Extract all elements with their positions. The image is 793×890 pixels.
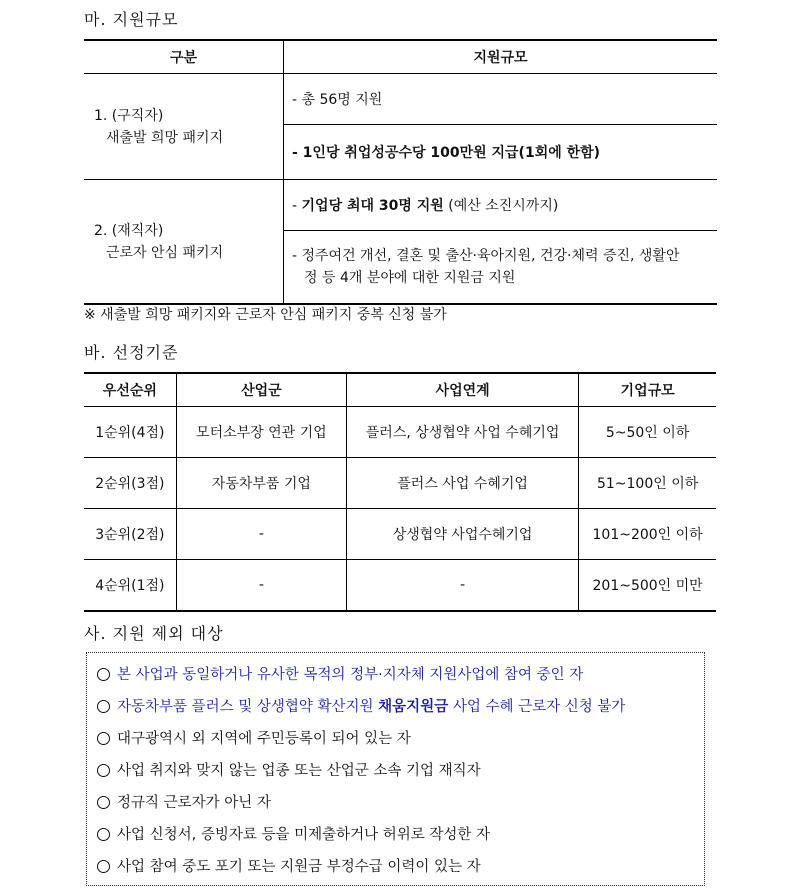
exclusion-text-bold: 채움지원금 (378, 699, 449, 715)
detail-line-2: 정 등 4개 분야에 대한 지원금 지원 (304, 270, 516, 286)
circle-bullet-icon (97, 860, 110, 873)
table-row (84, 560, 716, 612)
exclusion-text: 자동차부품 플러스 및 상생협약 확산지원 (117, 699, 379, 715)
detail-bold: 기업당 최대 30명 지원 (301, 198, 444, 214)
program-link-cell: - (346, 560, 578, 612)
exclusion-item (97, 663, 583, 684)
exclusion-item (97, 855, 481, 876)
circle-bullet-icon (97, 700, 110, 713)
exclusion-text: 사업 참여 중도 포기 또는 지원금 부정수급 이력이 있는 자 (117, 859, 481, 875)
detail-prefix: - (292, 198, 302, 214)
company-size-cell: 5~50인 이하 (579, 407, 716, 458)
package-employee-detail-2 (284, 231, 718, 305)
table-row (84, 458, 716, 509)
exclusion-item (97, 695, 625, 716)
package-employee-detail-1 (284, 180, 718, 231)
table-header-category: 구분 (84, 40, 284, 74)
industry-cell: - (176, 509, 346, 560)
priority-cell: 4순위(1점) (84, 560, 176, 612)
priority-cell: 3순위(2점) (84, 509, 176, 560)
exclusion-text: 대구광역시 외 지역에 주민등록이 되어 있는 자 (117, 731, 411, 747)
exclusion-text: 사업 수혜 근로자 신청 불가 (448, 699, 626, 715)
exclusion-item (97, 727, 411, 748)
detail-line-1: - 정주여건 개선, 결혼 및 출산·육아지원, 건강·체력 증진, 생활안 (292, 248, 680, 264)
section-heading-exclusions: 사. 지원 제외 대상 (84, 624, 224, 643)
exclusion-item (97, 823, 490, 844)
package-jobseeker-number: 1. (구직자) (94, 107, 164, 124)
program-link-cell: 상생협약 사업수혜기업 (346, 509, 578, 560)
package-jobseeker-detail-2: - 1인당 취업성공수당 100만원 지급(1회에 한함) (284, 125, 718, 180)
table-row (84, 509, 716, 560)
exclusion-text: 사업 신청서, 증빙자료 등을 미제출하거나 허위로 작성한 자 (117, 827, 491, 843)
exclusion-box (86, 652, 705, 886)
section-heading-selection-criteria: 바. 선정기준 (84, 343, 179, 362)
table-row (84, 407, 716, 458)
package-jobseeker-name: 새출발 희망 패키지 (106, 129, 224, 146)
circle-bullet-icon (97, 668, 110, 681)
circle-bullet-icon (97, 796, 110, 809)
program-link-cell: 플러스, 상생협약 사업 수혜기업 (346, 407, 578, 458)
package-employee-number: 2. (재직자) (94, 222, 164, 239)
table-header-scale: 지원규모 (284, 40, 718, 74)
company-size-cell: 51~100인 이하 (579, 458, 716, 509)
exclusion-item (97, 791, 271, 812)
package-employee (84, 180, 284, 305)
table-header-priority: 우선순위 (84, 373, 176, 407)
circle-bullet-icon (97, 732, 110, 745)
circle-bullet-icon (97, 828, 110, 841)
selection-criteria-table (84, 372, 716, 612)
package-jobseeker-detail-1: - 총 56명 지원 (284, 74, 718, 125)
industry-cell: 모터소부장 연관 기업 (176, 407, 346, 458)
exclusion-text: 사업 취지와 맞지 않는 업종 또는 산업군 소속 기업 재직자 (117, 763, 481, 779)
detail-rest: (예산 소진시까지) (443, 198, 559, 214)
support-scale-table (84, 39, 717, 305)
exclusion-text: 정규직 근로자가 아닌 자 (117, 795, 271, 811)
package-employee-name: 근로자 안심 패키지 (106, 244, 224, 261)
priority-cell: 1순위(4점) (84, 407, 176, 458)
exclusion-item (97, 759, 481, 780)
table-header-company-size: 기업규모 (579, 373, 716, 407)
section-heading-support-scale: 마. 지원규모 (84, 10, 179, 29)
company-size-cell: 101~200인 이하 (579, 509, 716, 560)
duplicate-note: ※ 새출발 희망 패키지와 근로자 안심 패키지 중복 신청 불가 (84, 307, 447, 323)
table-header-program-link: 사업연계 (346, 373, 578, 407)
table-header-industry: 산업군 (176, 373, 346, 407)
priority-cell: 2순위(3점) (84, 458, 176, 509)
industry-cell: 자동차부품 기업 (176, 458, 346, 509)
industry-cell: - (176, 560, 346, 612)
company-size-cell: 201~500인 미만 (579, 560, 716, 612)
circle-bullet-icon (97, 764, 110, 777)
program-link-cell: 플러스 사업 수혜기업 (346, 458, 578, 509)
package-jobseeker (84, 74, 284, 180)
exclusion-text: 본 사업과 동일하거나 유사한 목적의 정부·지자체 지원사업에 참여 중인 자 (117, 667, 584, 683)
